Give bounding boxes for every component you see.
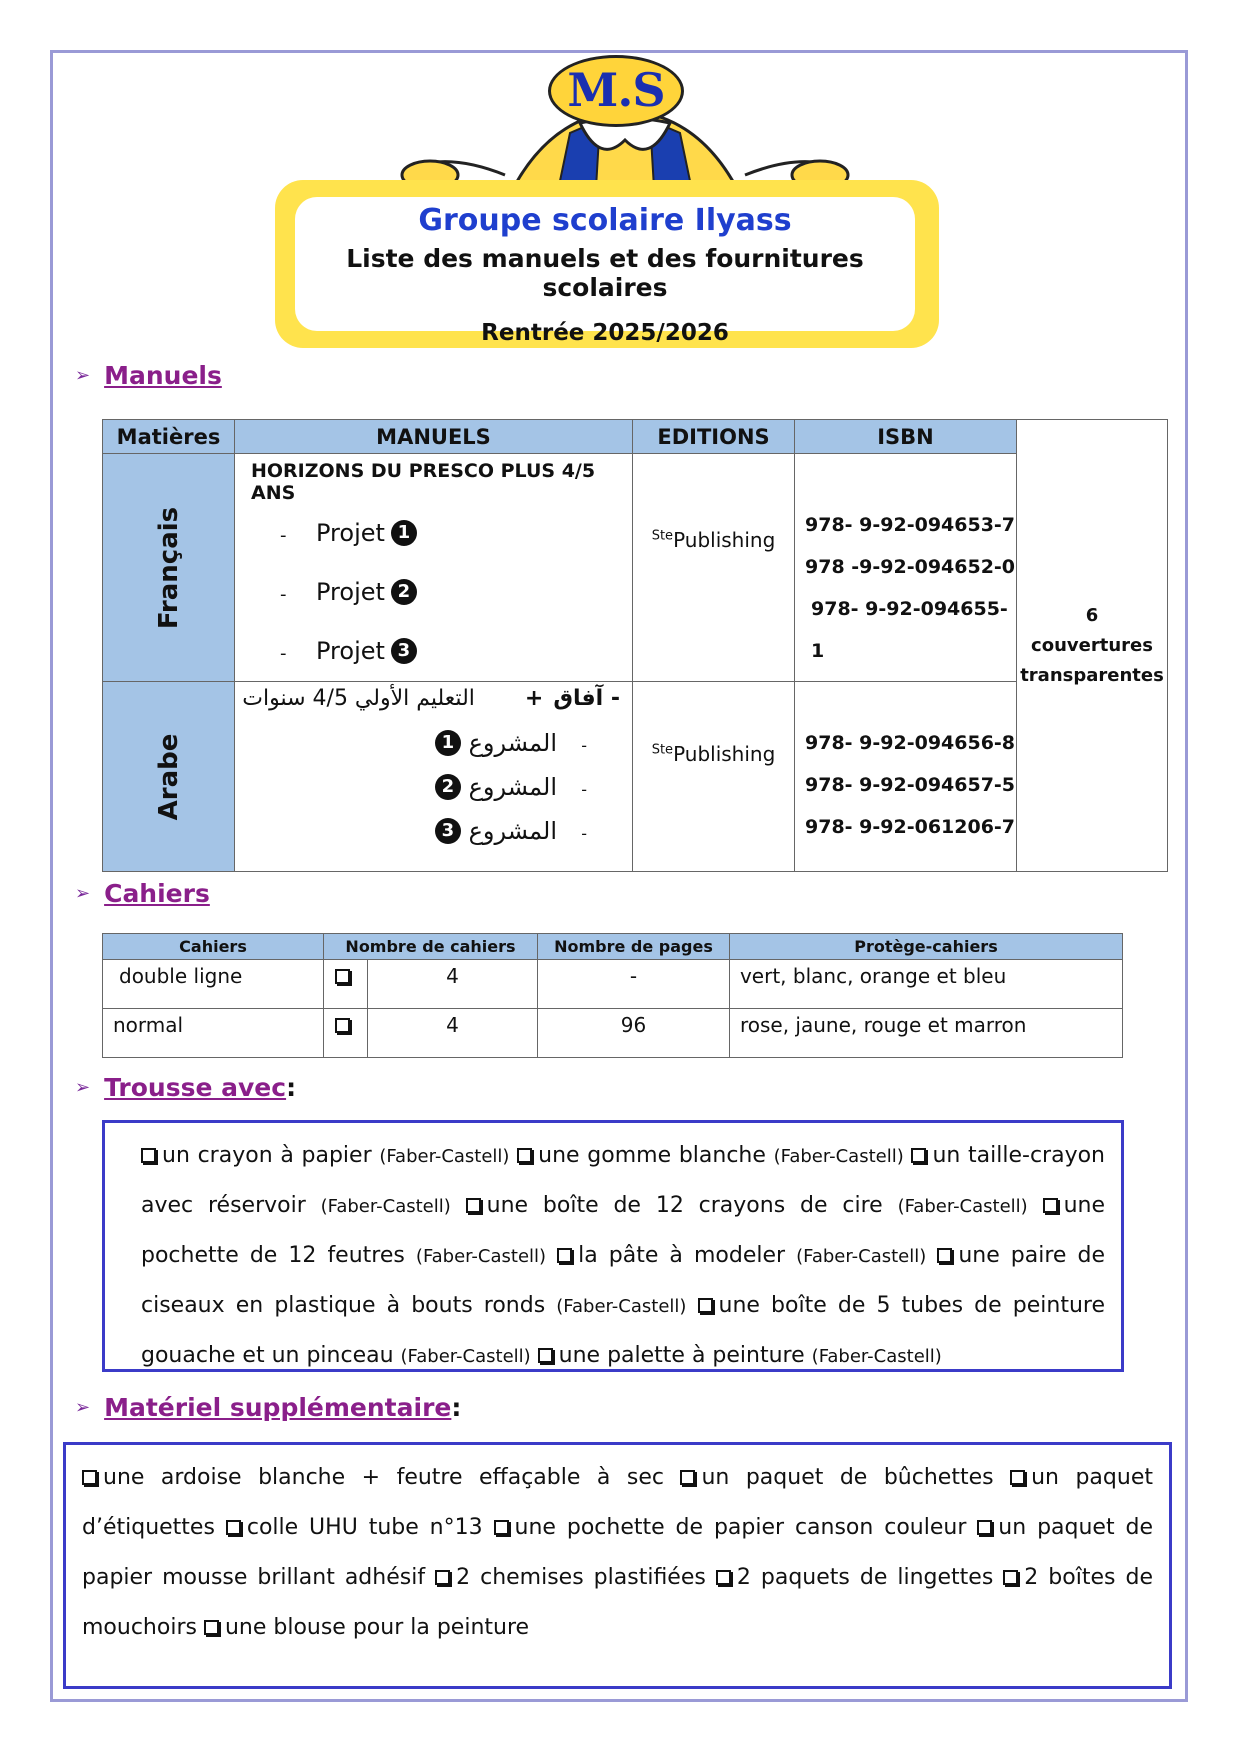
list-item: une gomme blanche (Faber-Castell) bbox=[517, 1143, 904, 1168]
checkbox-icon bbox=[1043, 1198, 1058, 1213]
manuels-table bbox=[102, 419, 1168, 872]
logo: M.S bbox=[548, 55, 684, 127]
list-item: une boîte de 5 tubes de peinture gouache et un pinceau (Faber-Castell) bbox=[141, 1293, 1106, 1368]
checkbox-icon bbox=[937, 1248, 952, 1263]
cell-count: 4 bbox=[368, 960, 538, 1009]
checkbox-icon bbox=[141, 1148, 156, 1163]
col-header-cahiers: Cahiers bbox=[103, 934, 324, 960]
list-item: un paquet d’étiquettes bbox=[82, 1465, 1153, 1540]
cell-protege: vert, blanc, orange et bleu bbox=[729, 960, 1122, 1009]
manuels-francais bbox=[235, 454, 633, 682]
book-title-francais: HORIZONS DU PRESCO PLUS 4/5 ANS bbox=[251, 460, 596, 504]
list-item: 2 chemises plastifiées bbox=[435, 1565, 706, 1590]
project-line: -المشروع 3 bbox=[235, 809, 632, 853]
number-badge-icon: 1 bbox=[435, 730, 461, 756]
col-header-editions: EDITIONS bbox=[633, 420, 795, 454]
covers-cell: 6 couvertures transparentes bbox=[1017, 420, 1168, 872]
checkbox-icon bbox=[324, 960, 368, 1009]
list-item: une pochette de papier canson couleur bbox=[494, 1515, 967, 1540]
checkbox-icon bbox=[977, 1520, 992, 1535]
col-header-nombre-pages: Nombre de pages bbox=[537, 934, 729, 960]
checkbox-icon bbox=[435, 1570, 450, 1585]
list-item: une pochette de 12 feutres (Faber-Castell) bbox=[141, 1193, 1105, 1268]
list-item: une palette à peinture (Faber-Castell) bbox=[538, 1343, 942, 1368]
table-row bbox=[103, 960, 1123, 1009]
list-item: colle UHU tube n°13 bbox=[226, 1515, 483, 1540]
checkbox-icon bbox=[538, 1348, 553, 1363]
list-item: la pâte à modeler (Faber-Castell) bbox=[557, 1243, 926, 1268]
project-line: - Projet 1 bbox=[235, 504, 632, 563]
arrow-icon: ➢ bbox=[75, 365, 91, 386]
checkbox-icon bbox=[494, 1520, 509, 1535]
cell-pages: - bbox=[537, 960, 729, 1009]
col-header-isbn: ISBN bbox=[795, 420, 1017, 454]
isbn-value: 978- 9-92-094655-1 bbox=[811, 598, 1008, 662]
project-line: -المشروع 1 bbox=[235, 721, 632, 765]
cell-protege: rose, jaune, rouge et marron bbox=[729, 1009, 1122, 1058]
checkbox-icon bbox=[911, 1148, 926, 1163]
book-title-arabe: - آفاق+التعليم الأولي 4/5 سنوات bbox=[242, 686, 620, 711]
list-item: une boîte de 12 crayons de cire (Faber-Castell) bbox=[466, 1193, 1028, 1218]
isbn-value: 978- 9-92-094653-7 bbox=[805, 514, 1016, 536]
col-header-protege: Protège-cahiers bbox=[729, 934, 1122, 960]
number-badge-icon: 1 bbox=[391, 520, 417, 546]
section-manuels: ➢ Manuels bbox=[75, 361, 222, 390]
isbn-value: 978- 9-92-094656-8 bbox=[805, 732, 1016, 754]
materiel-box bbox=[63, 1442, 1172, 1689]
checkbox-icon bbox=[466, 1198, 481, 1213]
project-line: - Projet 2 bbox=[235, 563, 632, 622]
checkbox-icon bbox=[557, 1248, 572, 1263]
list-item: 2 boîtes de mouchoirs bbox=[82, 1565, 1153, 1640]
list-title: Liste des manuels et des fournitures scolaires bbox=[346, 244, 864, 302]
editions-arabe: $^{Ste}$Publishing bbox=[633, 682, 795, 872]
subject-francais: Français bbox=[103, 454, 235, 682]
editions-francais: $^{Ste}$Publishing bbox=[633, 454, 795, 682]
checkbox-icon bbox=[82, 1470, 97, 1485]
project-line: - Projet 3 bbox=[235, 622, 632, 681]
list-item: un crayon à papier (Faber-Castell) bbox=[141, 1143, 509, 1168]
list-item: un taille-crayon avec réservoir (Faber-Castell) bbox=[141, 1143, 1105, 1218]
section-materiel: ➢ Matériel supplémentaire: bbox=[75, 1393, 462, 1422]
section-cahiers: ➢ Cahiers bbox=[75, 879, 210, 908]
col-header-matieres: Matières bbox=[103, 420, 235, 454]
number-badge-icon: 3 bbox=[391, 638, 417, 664]
checkbox-icon bbox=[226, 1520, 241, 1535]
arrow-icon: ➢ bbox=[75, 883, 91, 904]
cell-type: double ligne bbox=[103, 960, 324, 1009]
number-badge-icon: 3 bbox=[435, 818, 461, 844]
school-year: Rentrée 2025/2026 bbox=[481, 320, 729, 346]
col-header-nombre-cahiers: Nombre de cahiers bbox=[324, 934, 538, 960]
list-item: une ardoise blanche + feutre effaçable à sec bbox=[82, 1465, 664, 1490]
checkbox-icon bbox=[698, 1298, 713, 1313]
isbn-arabe bbox=[795, 682, 1017, 872]
arrow-icon: ➢ bbox=[75, 1397, 91, 1418]
checkbox-icon bbox=[517, 1148, 532, 1163]
checkbox-icon bbox=[1003, 1570, 1018, 1585]
list-item: 2 paquets de lingettes bbox=[716, 1565, 993, 1590]
cahiers-table bbox=[102, 933, 1123, 1058]
trousse-box bbox=[102, 1120, 1124, 1372]
checkbox-icon bbox=[680, 1470, 695, 1485]
isbn-value: 978- 9-92-061206-7 bbox=[805, 816, 1016, 838]
number-badge-icon: 2 bbox=[391, 579, 417, 605]
school-name: Groupe scolaire Ilyass bbox=[418, 203, 792, 238]
list-item: un paquet de papier mousse brillant adhésif bbox=[82, 1515, 1153, 1590]
checkbox-icon bbox=[324, 1009, 368, 1058]
isbn-francais bbox=[795, 454, 1017, 682]
cell-pages: 96 bbox=[537, 1009, 729, 1058]
manuels-arabe bbox=[235, 682, 633, 872]
number-badge-icon: 2 bbox=[435, 774, 461, 800]
cell-count: 4 bbox=[368, 1009, 538, 1058]
section-trousse: ➢ Trousse avec: bbox=[75, 1073, 297, 1102]
arrow-icon: ➢ bbox=[75, 1077, 91, 1098]
checkbox-icon bbox=[204, 1620, 219, 1635]
col-header-manuels: MANUELS bbox=[235, 420, 633, 454]
table-row bbox=[103, 1009, 1123, 1058]
isbn-value: 978 -9-92-094652-0 bbox=[805, 556, 1016, 578]
title-box bbox=[295, 197, 915, 346]
subject-arabe: Arabe bbox=[103, 682, 235, 872]
isbn-value: 978- 9-92-094657-5 bbox=[805, 774, 1016, 796]
checkbox-icon bbox=[716, 1570, 731, 1585]
checkbox-icon bbox=[1010, 1470, 1025, 1485]
list-item: un paquet de bûchettes bbox=[680, 1465, 993, 1490]
project-line: -المشروع 2 bbox=[235, 765, 632, 809]
list-item: une paire de ciseaux en plastique à bouts ronds (Faber-Castell) bbox=[141, 1243, 1106, 1318]
cell-type: normal bbox=[103, 1009, 324, 1058]
list-item: une blouse pour la peinture bbox=[204, 1615, 529, 1640]
